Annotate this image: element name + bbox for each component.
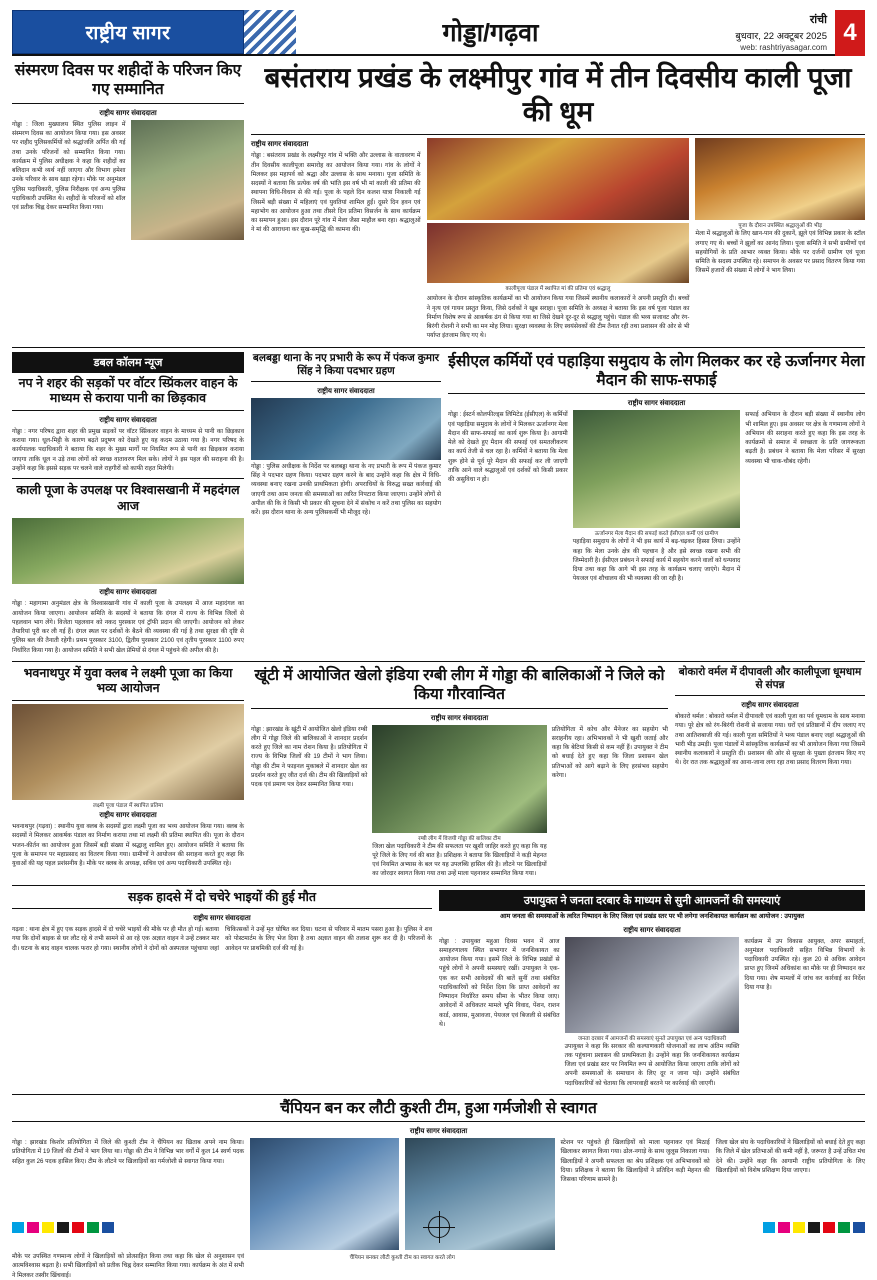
story-headline: ईसीएल कर्मियों एवं पहाड़िया समुदाय के लोग मिलकर कर रहे ऊर्जानगर मेला मैदान की साफ-सफाई	[448, 352, 865, 389]
masthead-date: बुधवार, 22 अक्टूबर 2025	[735, 31, 827, 42]
story-photo	[12, 704, 244, 800]
story-byline: राष्ट्रीय सागर संवाददाता	[741, 702, 799, 710]
color-swatch	[57, 1222, 69, 1233]
color-swatch	[27, 1222, 39, 1233]
story-body-col-3: सफाई अभियान के दौरान बड़ी संख्या में स्थानीय लोग भी शामिल हुए। इस अवसर पर क्षेत्र के गणमान्य लोगों ने अभियान की सराहना करते हुए कहा कि इस तरह के कार्यक्रमों से समाज में स्वच्छता के प्रति जागरूकता बढ़ती है। प्रबंधन ने बताया कि मेला परिसर में सुरक्षा व्यवस्था भी चाक-चौबंद रहेगी।	[745, 411, 865, 465]
story-body-col-4: मौके पर उपस्थित गणमान्य लोगों ने खिलाड़ियों को प्रोत्साहित किया तथा कहा कि खेल से अनुशासन एवं आत्मविश्वास बढ़ता है। सभी खिलाड़ियों को प्रतीक चिह्न देकर सम्मानित किया गया। कार्यक्रम के अंत में सभी ने मिलकर तस्वीर खिंचवाई।	[12, 1253, 244, 1279]
story-photo	[131, 120, 245, 240]
story-body: बोकारो थर्मल : बोकारो थर्मल में दीपावली एवं काली पूजा का पर्व धूमधाम के साथ मनाया गया। पूरे क्षेत्र को रंग-बिरंगी रोशनी से सजाया गया। घरों एवं प्रतिष्ठानों में दीप जलाए गए तथा आतिशबाजी की गई। काली पूजा समितियों ने भव्य पंडाल बनाए जहां श्रद्धालुओं की भारी भीड़ उमड़ी। पूजा पंडालों में सांस्कृतिक कार्यक्रमों का भी आयोजन किया गया जिसमें स्थानीय कलाकारों ने प्रस्तुति दी। प्रशासन की ओर से सुरक्षा के पुख्ता इंतजाम किए गए थे। देर रात तक श्रद्धालुओं का आना-जाना लगा रहा तथा प्रसाद वितरण किया गया।	[675, 713, 865, 767]
story-headline: खूंटी में आयोजित खेलो इंडिया रग्बी लीग में गोड्डा की बालिकाओं ने जिले को किया गौरवान्वित	[254, 666, 665, 704]
story-body: गोड्डा : नगर परिषद द्वारा शहर की प्रमुख सड़कों पर वॉटर स्प्रिंकलर वाहन के माध्यम से पानी का छिड़काव कराया गया। धूल-मिट्टी के कारण बढ़ते प्रदूषण को देखते हुए यह कदम उठाया गया है। नगर परिषद के कार्यपालक पदाधिकारी ने बताया कि शहर के मुख्य मार्गों पर नियमित रूप से पानी का छिड़काव कराया जाएगा ताकि धूल न उड़े तथा लोगों को स्वच्छ वातावरण मिल सके। लोगों ने इस पहल की सराहना की है। उन्होंने कहा कि इससे सड़क पर चलने वाले राहगीरों को काफी राहत मिलेगी।	[12, 427, 244, 472]
color-swatch	[72, 1222, 84, 1233]
story-photo-caption: रग्बी लीग में विजयी गोड्डा की बालिका टीम	[418, 835, 501, 842]
story-byline: राष्ट्रीय सागर संवाददाता	[409, 1128, 468, 1136]
color-swatch	[853, 1222, 865, 1233]
story-champion-kushti	[12, 1099, 865, 1280]
masthead-section: गोड्डा/गढ़वा	[442, 19, 539, 47]
story-balbadda	[251, 352, 441, 655]
story-photo-caption: लक्ष्मी पूजा पंडाल में स्थापित प्रतिमा	[93, 803, 163, 810]
story-body-col-2: स्टेशन पर पहुंचते ही खिलाड़ियों को माला पहनाकर एवं मिठाई खिलाकर स्वागत किया गया। ढोल-नगाड़े के साथ जुलूस निकाला गया। खिलाड़ियों ने अपनी सफलता का श्रेय प्रशिक्षक एवं अभिभावकों को दिया। प्रशिक्षक ने बताया कि खिलाड़ियों ने प्रतिदिन कड़ी मेहनत की जिसका परिणाम सामने है।	[560, 1139, 710, 1184]
story-headline: काली पूजा के उपलक्ष पर विश्वासखानी में महदंगल आज	[16, 483, 240, 513]
lead-col-3: मेला में श्रद्धालुओं के लिए खान-पान की दुकानें, झूले एवं विभिन्न प्रकार के स्टॉल लगाए गए थे। बच्चों ने झूलों का आनंद लिया। पूजा समिति ने सभी ग्रामीणों एवं सहयोगियों के प्रति आभार व्यक्त किया। मौके पर दर्जनों ग्रामीण एवं पूजा समिति के सदस्य उपस्थित रहे। समापन के अवसर पर प्रसाद वितरण किया गया जिसमें हजारों की संख्या में लोगों ने भाग लिया।	[695, 230, 865, 275]
masthead-meta	[685, 10, 865, 54]
color-swatches-left	[12, 1222, 114, 1233]
story-body-col-1: गोड्डा : झारखंड किशोर प्रतियोगिता में जिले की कुश्ती टीम ने चैंपियन का खिताब अपने नाम किया। प्रतियोगिता में 19 जिलों की टीमों ने भाग लिया था। गोड्डा की टीम ने विभिन्न भार वर्गों में कुल 14 स्वर्ण पदक सहित कुल 26 पदक हासिल किए। टीम के लौटने पर खिलाड़ियों का गर्मजोशी से स्वागत किया गया।	[12, 1139, 244, 1165]
story-photo-1	[573, 410, 741, 528]
story-body-col-3: जिला खेल संघ के पदाधिकारियों ने खिलाड़ियों को बधाई देते हुए कहा कि जिले में खेल प्रतिभाओं की कमी नहीं है, जरूरत है उन्हें उचित मंच देने की। उन्होंने कहा कि आगामी राष्ट्रीय प्रतियोगिता के लिए खिलाड़ियों को विशेष प्रशिक्षण दिया जाएगा।	[715, 1139, 865, 1174]
lead-col-1: गोड्डा : बसंतराय प्रखंड के लक्ष्मीपुर गांव में भक्ति और उल्लास के वातावरण में तीन दिवसीय कालीपूजा समारोह का आयोजन किया गया। गांव के लोगों ने मिलकर इस महापर्व को श्रद्धा और उल्लास के साथ मनाया। पूजा समिति के सदस्यों ने बताया कि प्रत्येक वर्ष की भांति इस वर्ष भी मां काली की प्रतिमा की स्थापना विधि-विधान से की गई। पूजा के पहले दिन कलश यात्रा निकाली गई जिसमें बड़ी संख्या में महिलाएं एवं युवतियां शामिल हुईं। दूसरे दिन हवन एवं महाभोग का आयोजन हुआ तथा तीसरे दिन प्रतिमा विसर्जन के साथ कार्यक्रम का समापन हुआ। इस दौरान पूरे गांव में मेला जैसा माहौल बना रहा। श्रद्धालुओं ने मां की आराधना कर सुख-समृद्धि की कामना की।	[251, 152, 421, 234]
masthead-website: web: rashtriyasagar.com	[740, 43, 827, 52]
column-left-mid	[12, 352, 244, 655]
color-swatch	[778, 1222, 790, 1233]
story-photo	[251, 398, 441, 460]
masthead	[12, 10, 865, 56]
story-body-col-1: गोड्डा : ईस्टर्न कोलफील्ड्स लिमिटेड (ईसीएल) के कर्मियों एवं पहाड़िया समुदाय के लोगों ने मिलकर ऊर्जानगर मेला मैदान की साफ-सफाई का कार्य शुरू किया है। आगामी मेले को देखते हुए मैदान की सफाई एवं समतलीकरण का कार्य तेजी से चल रहा है। कर्मियों ने बताया कि मेला शुरू होने से पूर्व पूरे मैदान की सफाई कर ली जाएगी ताकि आने वाले श्रद्धालुओं एवं दर्शकों को किसी प्रकार की असुविधा न हो।	[448, 411, 568, 484]
story-photo-caption: ऊर्जानगर मेला मैदान की सफाई करते ईसीएल कर्मी एवं ग्रामीण	[594, 531, 719, 538]
story-photo-caption: जनता दरबार में आमजनों की समस्याएं सुनते उपायुक्त एवं अन्य पदाधिकारी	[577, 1035, 727, 1042]
lead-headline: बसंतराय प्रखंड के लक्ष्मीपुर गांव में तीन दिवसीय काली पूजा की धूम	[264, 62, 852, 128]
story-body-col-1: गोड्डा : उपायुक्त महुआ दिवस भवन में आज समाहरणालय स्थित सभागार में जनशिकायत का आयोजन किया गया। इसमें जिले के विभिन्न प्रखंडों से पहुंचे लोगों ने अपनी समस्याएं रखीं। उपायुक्त ने एक-एक कर सभी आवेदकों की बातें सुनीं तथा संबंधित पदाधिकारियों को निर्देश दिया कि प्राप्त आवेदनों का निष्पादन निर्धारित समय सीमा के भीतर किया जाए। आवेदनों में अधिकतर मामले भूमि विवाद, पेंशन, राशन कार्ड, आवास, मुआवजा, पेयजल एवं बिजली से संबंधित थे।	[439, 937, 560, 1028]
story-byline: राष्ट्रीय सागर संवाददाता	[317, 387, 375, 395]
story-body-col-3: कार्यक्रम में उप विकास आयुक्त, अपर समाहर्ता, अनुमंडल पदाधिकारी सहित विभिन्न विभागों के पदाधिकारी उपस्थित रहे। कुल 20 से अधिक आवेदन प्राप्त हुए जिनमें अधिकांश का मौके पर ही निष्पादन कर दिया गया। शेष मामलों में जांच कर कार्रवाई का निर्देश दिया गया है।	[744, 937, 865, 991]
color-swatch	[793, 1222, 805, 1233]
color-swatch	[12, 1222, 24, 1233]
story-body: गोड्डा : जिला मुख्यालय स्थित पुलिस लाइन में संस्मरण दिवस का आयोजन किया गया। इस अवसर पर शहीद पुलिसकर्मियों को श्रद्धांजलि अर्पित की गई तथा उनके परिजनों को सम्मानित किया गया। कार्यक्रम में पुलिस अधीक्षक ने कहा कि शहीदों का बलिदान कभी व्यर्थ नहीं जाएगा और विभाग हमेशा उनके परिवार के साथ खड़ा रहेगा। मौके पर अनुमंडल पुलिस पदाधिकारी, पुलिस निरीक्षक एवं अन्य पुलिस पदाधिकारी उपस्थित थे। शहीदों के परिजनों को शॉल एवं प्रतीक चिह्न देकर सम्मानित किया गया।	[12, 120, 126, 211]
story-photo	[565, 937, 740, 1033]
lead-photo-3	[695, 138, 865, 220]
story-body-col-2: उपायुक्त ने कहा कि सरकार की कल्याणकारी योजनाओं का लाभ अंतिम व्यक्ति तक पहुंचाना प्रशासन की प्राथमिकता है। उन्होंने कहा कि जनशिकायत कार्यक्रम जिला एवं प्रखंड स्तर पर नियमित रूप से आयोजित किया जाएगा ताकि लोगों को अपनी समस्याओं के समाधान के लिए दूर न जाना पड़े। उन्होंने संबंधित पदाधिकारियों को चेताया कि लापरवाही बरतने पर कार्रवाई की जाएगी।	[564, 1042, 740, 1087]
column-left-top	[12, 61, 244, 341]
lead-col-2: आयोजन के दौरान सांस्कृतिक कार्यक्रमों का भी आयोजन किया गया जिसमें स्थानीय कलाकारों ने अपनी प्रस्तुति दी। बच्चों ने नृत्य एवं गायन प्रस्तुत किया, जिसे दर्शकों ने खूब सराहा। पूजा समिति के अध्यक्ष ने बताया कि इस वर्ष पूजा पंडाल का निर्माण विशेष रूप से आकर्षक ढंग से किया गया था जिसे देखने दूर-दूर से श्रद्धालु पहुंचे। पंडाल की भव्य सजावट और रंग-बिरंगी रोशनी ने सभी का मन मोह लिया। सुरक्षा व्यवस्था के लिए स्वयंसेवकों की टीम तैनात रही तथा प्रशासन की ओर से भी पर्याप्त इंतजाम किए गए थे।	[426, 295, 690, 340]
page-number-badge: 4	[835, 10, 865, 56]
story-subhead: आम जनता की समस्याओं के त्वरित निष्पादन के लिए जिला एवं प्रखंड स्तर पर भी लगेगा जनशिकायत कार्यक्रम का आयोजन : उपायुक्त	[500, 912, 804, 920]
story-photo-caption: चैंपियन बनकर लौटी कुश्ती टीम का स्वागत करते लोग	[349, 1255, 455, 1262]
story-body-col-2: जिला खेल पदाधिकारी ने टीम की सफलता पर खुशी जाहिर करते हुए कहा कि यह पूरे जिले के लिए गर्व की बात है। प्रशिक्षक ने बताया कि खिलाड़ियों ने कड़ी मेहनत एवं नियमित अभ्यास के बल पर यह उपलब्धि हासिल की है। लौटने पर खिलाड़ियों का जोरदार स्वागत किया गया तथा उन्हें माला पहनाकर सम्मानित किया गया।	[372, 842, 547, 878]
color-swatches-right	[763, 1222, 865, 1233]
lead-photo-2	[427, 223, 690, 283]
lead-photo-1	[427, 138, 690, 220]
story-photo	[12, 518, 244, 584]
story-headline: चैंपियन बन कर लौटी कुश्ती टीम, हुआ गर्मजोशी से स्वागत	[280, 1099, 597, 1117]
story-byline: राष्ट्रीय सागर संवाददाता	[193, 915, 251, 923]
story-headline: भवनाथपुर में युवा क्लब ने लक्ष्मी पूजा का किया भव्य आयोजन	[23, 665, 233, 696]
color-swatch	[87, 1222, 99, 1233]
color-swatch	[823, 1222, 835, 1233]
story-body: गोड्डा : महागामा अनुमंडल क्षेत्र के विश्वासखानी गांव में काली पूजा के उपलक्ष्य में आज महादंगल का आयोजन किया जाएगा। आयोजन समिति के सदस्यों ने बताया कि दंगल में राज्य के विभिन्न जिलों से पहलवान भाग लेंगे। विजेता पहलवान को नकद पुरस्कार एवं ट्रॉफी प्रदान की जाएगी। आयोजन को लेकर तैयारियां पूरी कर ली गई हैं। दंगल स्थल पर दर्शकों के बैठने की व्यवस्था की गई है तथा सुरक्षा की दृष्टि से पुलिस बल की तैनाती रहेगी। प्रथम पुरस्कार 3100, द्वितीय पुरस्कार 2100 एवं तृतीय पुरस्कार 1100 रुपए निर्धारित किया गया है। आयोजन समिति ने सभी खेल प्रेमियों से दंगल में पहुंचने की अपील की है।	[12, 600, 244, 654]
story-sadak-hadsa	[12, 890, 432, 1088]
story-headline: बोकारो वर्मल में दीपावली और कालीपूजा धूमधाम से संपन्न	[678, 665, 862, 691]
story-khunti-rugby	[251, 666, 668, 879]
lead-story	[251, 61, 865, 341]
lead-byline: राष्ट्रीय सागर संवाददाता	[251, 141, 309, 149]
registration-mark	[428, 1216, 450, 1238]
story-body-col-1: गोड्डा : झारखंड के खूंटी में आयोजित खेलो इंडिया रग्बी लीग में गोड्डा जिले की बालिकाओं ने शानदार प्रदर्शन करते हुए जिले का नाम रोशन किया है। प्रतियोगिता में राज्य के विभिन्न जिलों की 19 टीमों ने भाग लिया। गोड्डा की टीम ने फाइनल मुकाबले में शानदार खेल का प्रदर्शन करते हुए जीत दर्ज की। टीम की खिलाड़ियों को पदक एवं प्रमाण पत्र देकर सम्मानित किया गया।	[251, 725, 368, 789]
story-headline: नप ने शहर की सड़कों पर वॉटर स्प्रिंकलर वाहन के माध्यम से कराया पानी का छिड़काव	[18, 375, 238, 406]
story-byline: राष्ट्रीय सागर संवाददाता	[99, 589, 157, 597]
story-headline: उपायुक्त ने जनता दरबार के माध्यम से सुनी आमजनों की समस्याएं	[439, 890, 865, 911]
color-swatch	[808, 1222, 820, 1233]
print-color-bar	[12, 1219, 865, 1235]
column-left-lower	[12, 666, 244, 879]
story-upayukt	[439, 890, 865, 1088]
story-headline: बलबड्डा थाना के नए प्रभारी के रूप में पंकज कुमार सिंह ने किया पदभार ग्रहण	[252, 351, 440, 377]
lead-photo-caption-2: पूजा के दौरान उपस्थित श्रद्धालुओं की भीड़	[738, 223, 823, 230]
story-byline: राष्ट्रीय सागर संवाददाता	[430, 714, 489, 722]
color-swatch	[763, 1222, 775, 1233]
column-right-mid	[251, 352, 865, 655]
color-swatch	[42, 1222, 54, 1233]
story-body: गोड्डा : पुलिस अधीक्षक के निर्देश पर बलबड्डा थाना के नए प्रभारी के रूप में पंकज कुमार सिंह ने पदभार ग्रहण किया। पदभार ग्रहण करने के बाद उन्होंने कहा कि क्षेत्र में विधि-व्यवस्था बनाए रखना उनकी प्राथमिकता होगी। अपराधियों के विरुद्ध सख्त कार्रवाई की जाएगी तथा आम जनता की समस्याओं का त्वरित निपटारा किया जाएगा। उन्होंने लोगों से अपील की कि वे किसी भी प्रकार की सूचना देने में संकोच न करें तथा पुलिस का सहयोग करें। इस दौरान थाना के अन्य पुलिसकर्मी भी मौजूद रहे।	[251, 462, 441, 517]
story-byline: राष्ट्रीय सागर संवाददाता	[623, 926, 681, 934]
story-body: गढ़वा : थाना क्षेत्र में हुए एक सड़क हादसे में दो चचेरे भाइयों की मौके पर ही मौत हो गई। बताया गया कि दोनों बाइक से घर लौट रहे थे तभी सामने से आ रहे एक अज्ञात वाहन ने उन्हें टक्कर मार दी। घटना के बाद वाहन चालक फरार हो गया। स्थानीय लोगों ने दोनों को अस्पताल पहुंचाया जहां चिकित्सकों ने उन्हें मृत घोषित कर दिया। घटना से परिवार में मातम पसरा हुआ है। पुलिस ने शव को पोस्टमार्टम के लिए भेज दिया है तथा अज्ञात वाहन की तलाश शुरू कर दी है। परिजनों के आवेदन पर प्राथमिकी दर्ज की गई है।	[12, 926, 432, 952]
masthead-brand: राष्ट्रीय सागर	[12, 10, 244, 54]
section-bar-double-column: डबल कॉलम न्यूज	[12, 352, 244, 373]
story-byline: राष्ट्रीय सागर संवाददाता	[99, 416, 157, 424]
story-smaran-diwas	[12, 61, 244, 240]
story-ecl-safai	[448, 352, 865, 655]
story-headline: संस्मरण दिवस पर शहीदों के परिजन किए गए सम्मानित	[14, 62, 242, 99]
story-body-col-3: प्रतियोगिता में कोच और मैनेजर का सहयोग भी सराहनीय रहा। अभिभावकों ने भी खुशी जताई और कहा कि बेटियां किसी से कम नहीं हैं। उपायुक्त ने टीम को बधाई देते हुए कहा कि जिला प्रशासन खेल प्रतिभाओं को आगे बढ़ाने के लिए हरसंभव सहयोग करेगा।	[551, 725, 668, 779]
story-byline: राष्ट्रीय सागर संवाददाता	[627, 400, 686, 408]
color-swatch	[102, 1222, 114, 1233]
story-body: भवनाथपुर (गढ़वा) : स्थानीय युवा क्लब के सदस्यों द्वारा लक्ष्मी पूजा का भव्य आयोजन किया गया। क्लब के सदस्यों ने मिलकर आकर्षक पंडाल का निर्माण कराया तथा मां लक्ष्मी की प्रतिमा स्थापित की। पूजा के दौरान भजन-कीर्तन का आयोजन हुआ जिसमें बड़ी संख्या में श्रद्धालु शामिल हुए। आयोजन समिति ने बताया कि पूजा के समापन पर महाप्रसाद का वितरण किया गया। ग्रामीणों ने आयोजन की सराहना करते हुए कहा कि युवाओं की यह पहल प्रशंसनीय है। मौके पर क्लब के अध्यक्ष, सचिव एवं अन्य पदाधिकारी उपस्थित रहे।	[12, 823, 244, 868]
lead-photo-caption-1: कालीपूजा पंडाल में स्थापित मां की प्रतिमा एवं श्रद्धालु	[505, 286, 611, 293]
story-photo	[372, 725, 546, 833]
story-headline: सड़क हादसे में दो चचेरे भाइयों की हुई मौत	[128, 889, 316, 904]
masthead-pattern	[244, 10, 296, 54]
masthead-city: रांची	[809, 14, 827, 26]
story-byline: राष्ट्रीय सागर संवाददाता	[99, 812, 157, 820]
color-swatch	[838, 1222, 850, 1233]
story-byline: राष्ट्रीय सागर संवाददाता	[99, 109, 157, 117]
story-bokaro	[675, 666, 865, 879]
story-body-col-2: पहाड़िया समुदाय के लोगों ने भी इस कार्य में बढ़-चढ़कर हिस्सा लिया। उन्होंने कहा कि मेला उनके क्षेत्र की पहचान है और इसे स्वच्छ रखना सभी की जिम्मेदारी है। ईसीएल प्रबंधन ने सफाई कार्य में सहयोग करने वालों को धन्यवाद दिया तथा कहा कि आगे भी इस तरह के कार्यक्रम चलाए जाएंगे। मैदान में पेयजल एवं शौचालय की भी व्यवस्था की जा रही है।	[572, 538, 741, 583]
